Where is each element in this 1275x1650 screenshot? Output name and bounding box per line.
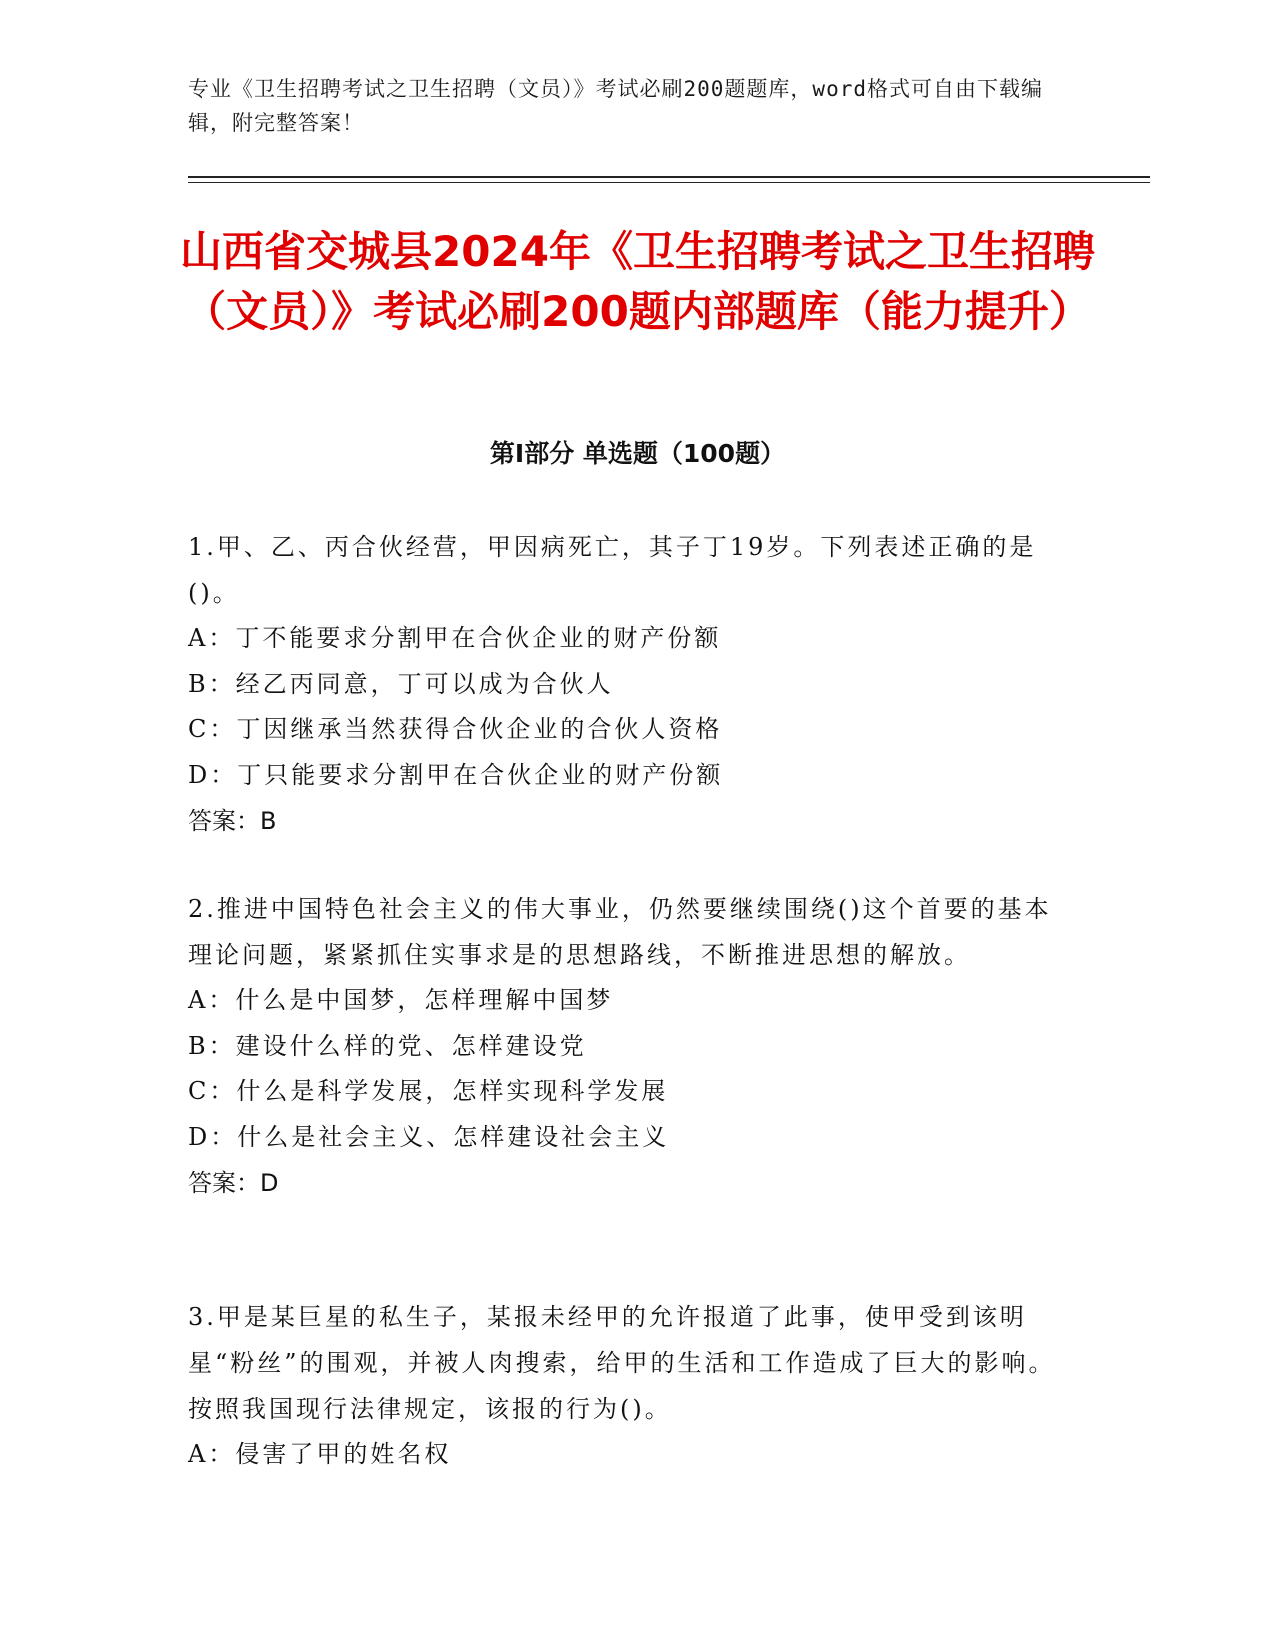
header-divider-thick [188,176,1150,178]
option-a: A：丁不能要求分割甲在合伙企业的财产份额 [188,624,722,652]
option-c: C：丁因继承当然获得合伙企业的合伙人资格 [188,715,723,743]
header-note: 专业《卫生招聘考试之卫生招聘（文员）》考试必刷200题题库，word格式可自由下载编辑，附完整答案！ [188,77,1043,135]
option-a: A：侵害了甲的姓名权 [188,1440,452,1468]
answer: 答案：B [188,807,277,835]
question-1 [188,524,1068,844]
question-stem: 2.推进中国特色社会主义的伟大事业，仍然要继续围绕()这个首要的基本理论问题，紧紧抓住实事求是的思想路线，不断推进思想的解放。 [188,895,1052,969]
option-b: B：建设什么样的党、怎样建设党 [188,1031,587,1060]
option-d: D：什么是社会主义、怎样建设社会主义 [188,1122,670,1151]
section-title: 第Ⅰ部分 单选题（100题） [489,439,786,468]
question-stem: 1.甲、乙、丙合伙经营，甲因病死亡，其子丁19岁。下列表述正确的是()。 [188,533,1037,607]
header-divider-thin [188,182,1150,183]
question-3 [188,1294,1068,1478]
option-d: D：丁只能要求分割甲在合伙企业的财产份额 [188,760,724,789]
answer: 答案：D [188,1169,279,1197]
option-b: B：经乙丙同意，丁可以成为合伙人 [188,669,614,698]
question-stem: 3.甲是某巨星的私生子，某报未经甲的允许报道了此事，使甲受到该明星“粉丝”的围观，并被人肉搜索，给甲的生活和工作造成了巨大的影响。按照我国现行法律规定，该报的行为()。 [188,1303,1056,1423]
option-a: A：什么是中国梦，怎样理解中国梦 [188,986,614,1014]
option-c: C：什么是科学发展，怎样实现科学发展 [188,1077,669,1105]
document-title: 山西省交城县2024年《卫生招聘考试之卫生招聘（文员）》考试必刷200题内部题库（能力提升） [180,227,1095,336]
question-2 [188,886,1068,1206]
